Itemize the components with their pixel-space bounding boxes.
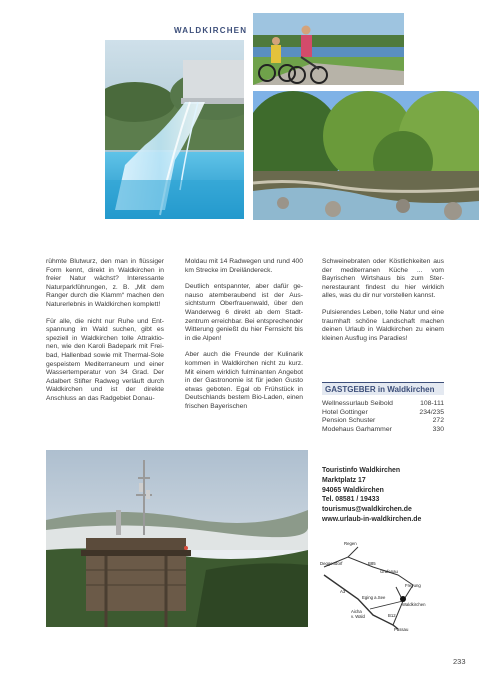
map-label-regen: Regen	[344, 541, 357, 546]
gastgeber-title: GASTGEBER in Waldkirchen	[322, 382, 444, 395]
text-column-2	[185, 258, 303, 420]
road-label-b85: B85	[368, 561, 376, 566]
contact-street: Marktplatz 17	[322, 476, 366, 484]
map-label-aicha-wald: v. Wald	[351, 614, 365, 619]
paragraph: Pulsierendes Leben, tolle Natur und eine traumhaft schöne Landschaft machen deinen Urlaub in Waldkirchen zu einem kleinen Ausflug ins Paradies!	[322, 308, 444, 342]
gastgeber-name: Pension Schuster	[322, 417, 376, 425]
paragraph: Aber auch die Freunde der Kulinarik kommen in Waldkirchen nicht zu kurz. Mit einem wirklich fulminanten Angebot in der Gastronomie ist für jeden Gusto etwas geboten. Egal ob Frühstück in Deutschlands bestem Bio-Laden, einen frischen Bayerischen	[185, 351, 303, 410]
road-line	[324, 575, 398, 629]
map-label-deggendorf: Deggendorf	[320, 561, 343, 566]
list-item	[322, 400, 444, 409]
map-label-waldkirchen: Waldkirchen	[402, 602, 426, 607]
gastgeber-pages: 272	[432, 417, 444, 425]
forest-river-photo	[253, 91, 479, 220]
paragraph: Moldau mit 14 Radwegen und rund 400 km Strecke im Dreiländereck.	[185, 258, 303, 274]
contact-city: 94065 Waldkirchen	[322, 486, 384, 494]
contact-block	[322, 466, 452, 525]
list-item	[322, 417, 444, 426]
contact-email[interactable]: tourismus@waldkirchen.de	[322, 506, 412, 514]
section-header: WALDKIRCHEN	[174, 26, 248, 35]
cyclists-photo	[253, 13, 404, 85]
list-item	[322, 409, 444, 418]
road-line	[370, 601, 403, 609]
text-column-3	[322, 258, 444, 351]
gastgeber-name: Hotel Gottinger	[322, 408, 368, 416]
gastgeber-name: Modehaus Garhammer	[322, 426, 392, 434]
paragraph: rühmte Blutwurz, den man in flüssiger Form kennt, direkt in Waldkirchen in freier Natur wächst? Interessante Naturparkführungen, z. B. „Mit dem Ranger durch die Klamm“ machen den Naturerlebnis in Waldkirchen komplett!	[46, 258, 164, 308]
contact-web[interactable]: www.urlaub-in-waldkirchen.de	[322, 515, 422, 523]
location-map	[318, 537, 436, 635]
gastgeber-name: Wellnessurlaub Seibold	[322, 400, 393, 407]
road-line	[348, 547, 358, 557]
road-label-b12: B12	[388, 613, 396, 618]
paragraph: Schweinebraten oder Köstlichkeiten aus der mediterranen Küche ... vom Bayrischen Wirtshaus bis zum Sternerestaurant findest du hier wirklich alles, was du dir nur vorstellen kannst.	[322, 258, 444, 300]
map-label-aicha: Aicha	[351, 609, 362, 614]
text-column-1	[46, 258, 164, 412]
map-label-passau: Passau	[394, 627, 409, 632]
contact-name: Touristinfo Waldkirchen	[322, 467, 401, 474]
list-item	[322, 426, 444, 435]
map-label-grafenau: Grafenau	[380, 569, 398, 574]
road-label-a3: A3	[340, 589, 346, 594]
gastgeber-pages: 108-111	[420, 400, 444, 407]
waterfall-photo	[105, 40, 244, 219]
paragraph: Für alle, die nicht nur Ruhe und Entspannung im Wald suchen, gibt es speziell in Waldkirchen tolle Attraktionen, wie den Karoli Badepark mit Freibad, Hallenbad sowie mit Thermal-Sole gespeistem Mediterraneum und einer Wassertemperatur von 34 Grad. Der Adalbert Stifter Radweg verläuft durch Waldkirchen und ist der direkte Anschluss an das Radgebiet Donau-	[46, 317, 164, 402]
contact-phone: Tel. 08581 / 19433	[322, 496, 380, 504]
gastgeber-pages: 330	[432, 426, 444, 434]
gastgeber-list	[322, 400, 444, 435]
lookout-tower-photo	[46, 450, 308, 627]
map-label-eging: Eging a.See	[362, 595, 386, 600]
map-label-freyung: Freyung	[405, 583, 421, 588]
paragraph: Deutlich entspannter, aber dafür genauso atemberaubend ist der Aussichtsturm Oberfrauenwald, über den Wanderweg 6 direkt ab dem Stadtzentrum erreichbar. Bei entsprechender Witterung genießt du hier Fernsicht bis in die Alpen!	[185, 283, 303, 342]
gastgeber-pages: 234/235	[419, 408, 444, 416]
page-number: 233	[453, 657, 466, 666]
